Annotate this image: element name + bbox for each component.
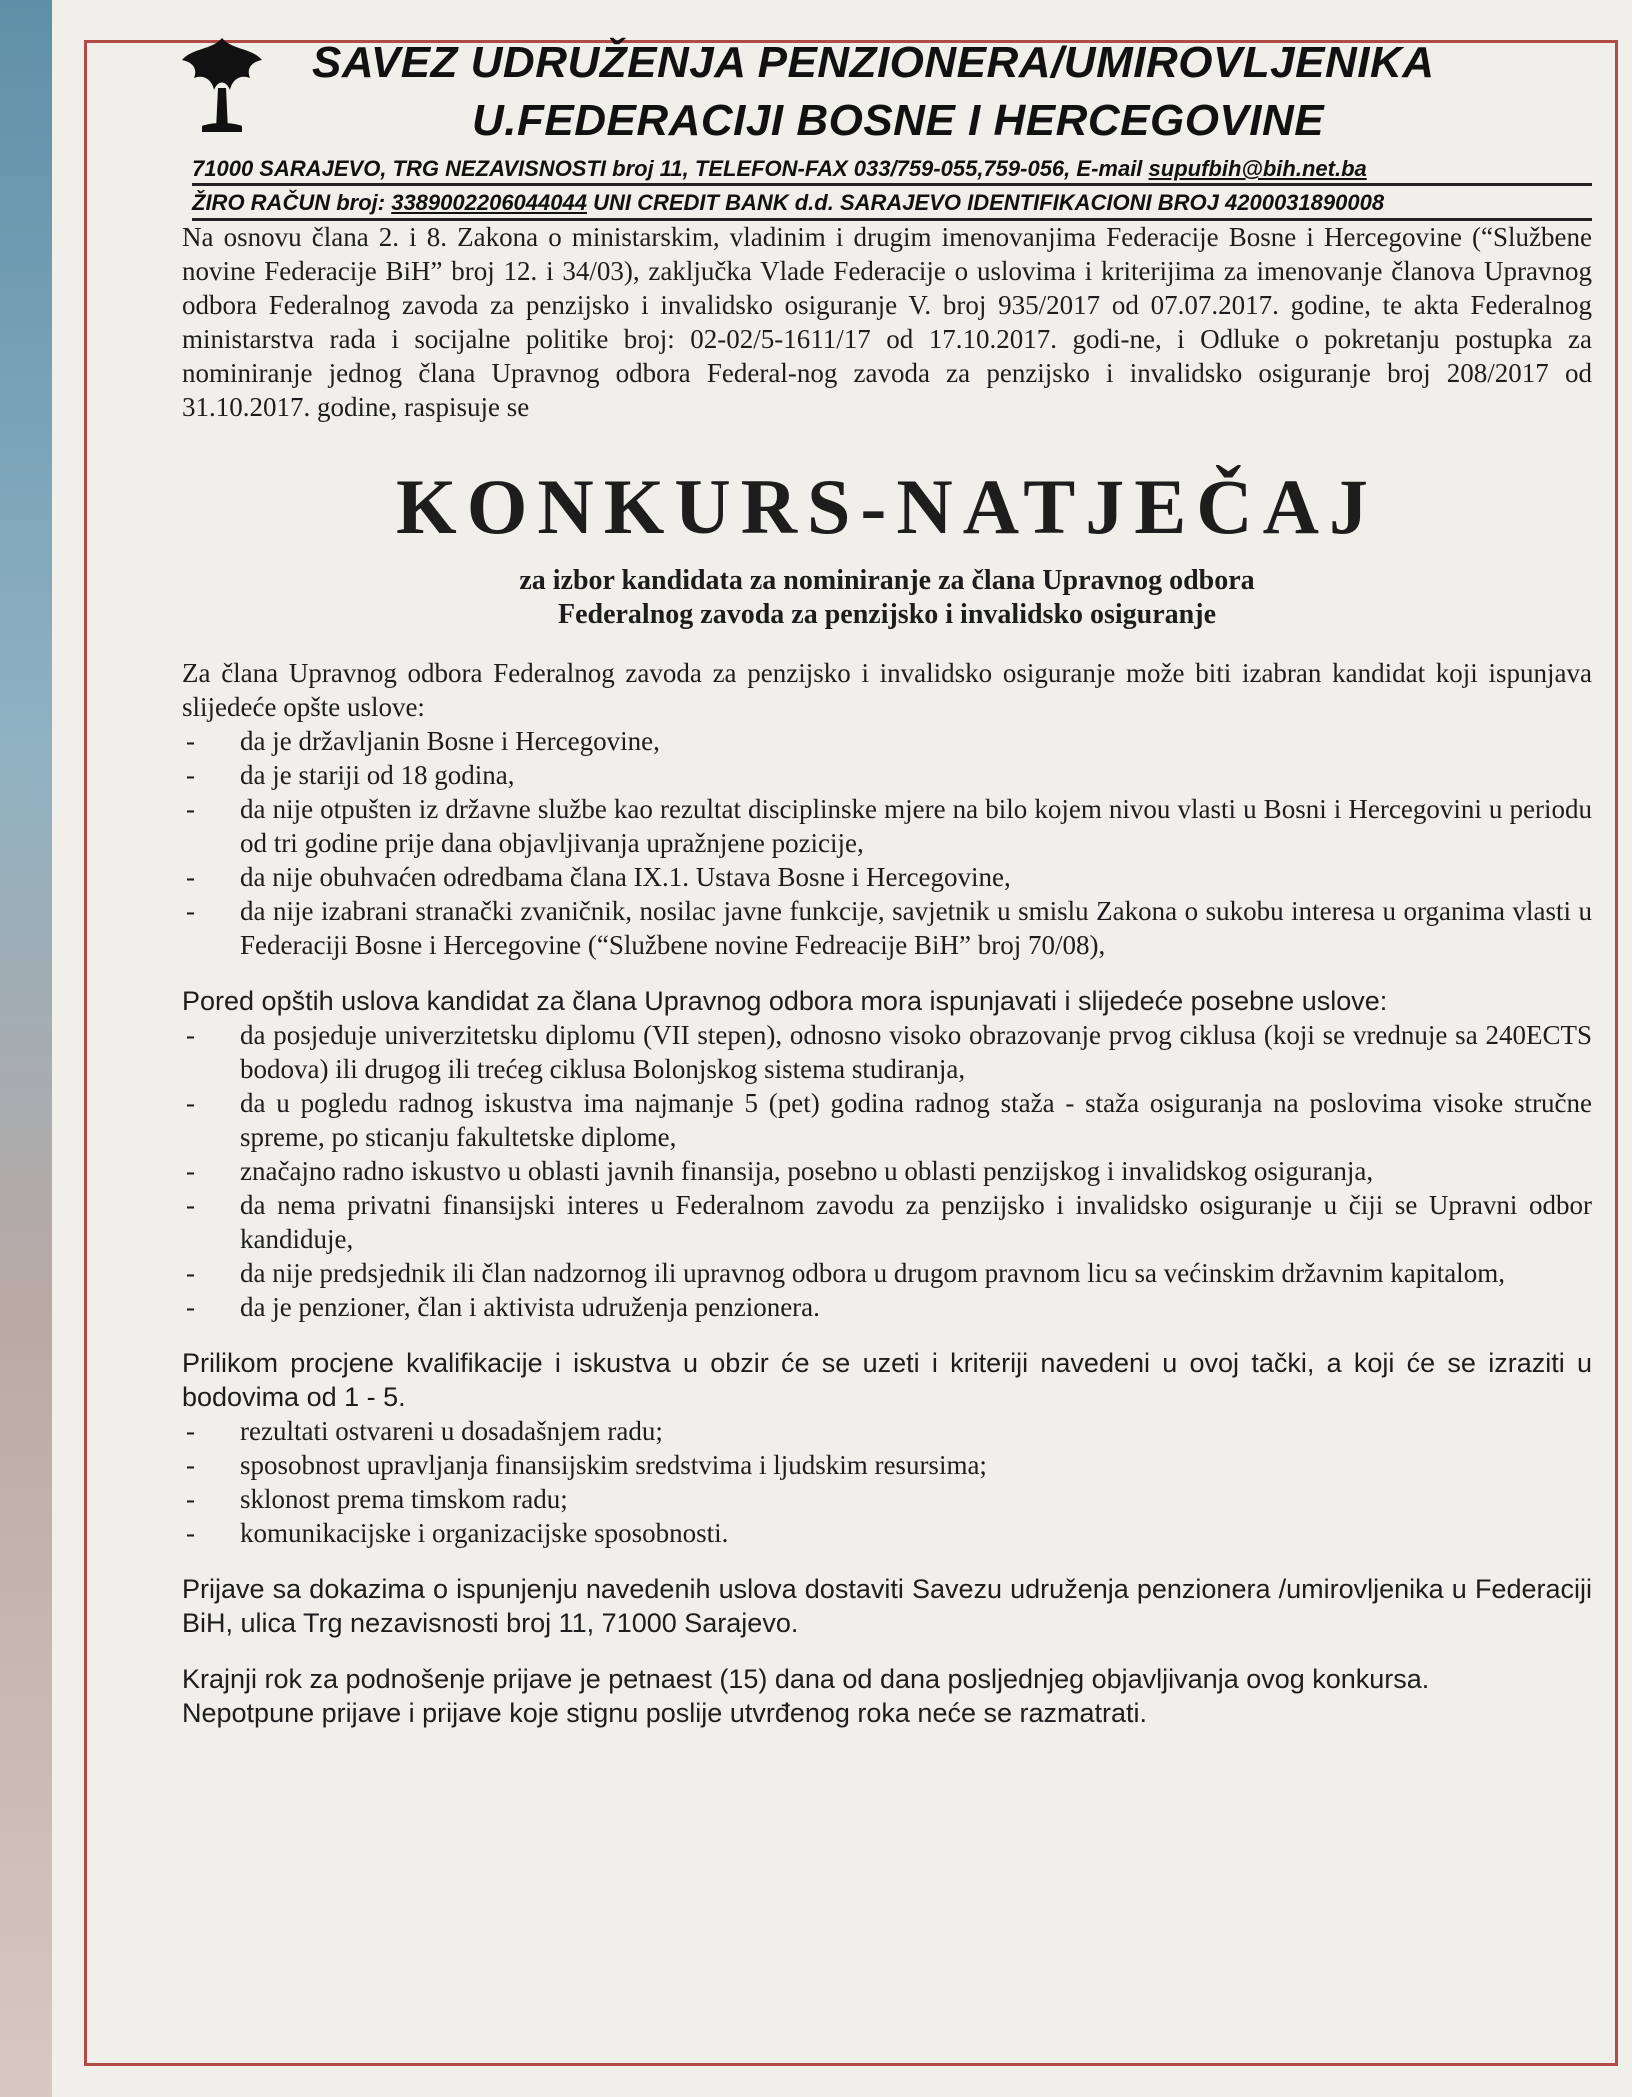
list-item: - da nije predsjednik ili član nadzornog ili upravnog odbora u drugom pravnom licu sa većinskim državnim kapitalom,	[182, 1256, 1592, 1290]
header-divider-1	[192, 183, 1592, 186]
list-item: - sposobnost upravljanja finansijskim sredstvima i ljudskim resursima;	[182, 1448, 1592, 1482]
organization-address	[192, 156, 1367, 182]
list-item: - da nije otpušten iz državne službe kao rezultat disciplinske mjere na bilo kojem nivou vlasti u Bosni i Hercegovini u periodu od tri godine prije dana objavljivanja upražnjene pozicije,	[182, 792, 1592, 860]
bank-info	[192, 190, 1384, 216]
list-item: - značajno radno iskustvo u oblasti javnih finansija, posebno u oblasti penzijskog i invalidskog osiguranja,	[182, 1154, 1592, 1188]
bank-suffix: UNI CREDIT BANK d.d. SARAJEVO IDENTIFIKACIONI BROJ 4200031890008	[586, 190, 1385, 215]
deadline-paragraph: Krajnji rok za podnošenje prijave je petnaest (15) dana od dana posljednjeg objavljivanja ovog konkursa.	[182, 1664, 1430, 1694]
announcement-title: KONKURS-NATJEČAJ	[396, 463, 1378, 550]
announcement-subtitle	[182, 564, 1592, 632]
list-item: - da nije izabrani stranački zvaničnik, nosilac javne funkcije, savjetnik u smislu Zakona o sukobu interesa u organima vlasti u Federaciji Bosne i Hercegovine (“Službene novine Fedreacije BiH” broj 70/08),	[182, 894, 1592, 962]
page-edge-background	[0, 0, 52, 2097]
newspaper-page	[52, 0, 1632, 2097]
list-item: - rezultati ostvareni u dosadašnjem radu;	[182, 1414, 1592, 1448]
announcement-body	[182, 220, 1592, 1730]
list-item: - da nema privatni finansijski interes u Federalnom zavodu za penzijsko i invalidsko osiguranje u čiji se Upravni odbor kandiduje,	[182, 1188, 1592, 1256]
letterhead	[172, 18, 1602, 248]
criteria-lead: Prilikom procjene kvalifikacije i iskustva u obzir će se uzeti i kriteriji navedeni u ovoj tački, a koji će se izraziti u bodovima od 1 - 5.	[182, 1348, 1592, 1412]
list-item: - da je stariji od 18 godina,	[182, 758, 1592, 792]
list-item: - komunikacijske i organizacijske sposobnosti.	[182, 1516, 1592, 1550]
tree-logo-icon	[172, 30, 272, 140]
intro-paragraph: Na osnovu člana 2. i 8. Zakona o ministarskim, vladinim i drugim imenovanjima Federacije Bosne i Hercegovine (“Službene novine Federacije BiH” broj 12. i 34/03), zaključka Vlade Federacije o uslovima i kriterijima za imenovanje članova Upravnog odbora Federalnog zavoda za penzijsko i invalidsko osiguranje V. broj 935/2017 od 07.07.2017. godine, te akta Federalnog ministarstva rada i socijalne politike broj: 02-02/5-1611/17 od 17.10.2017. godi-ne, i Odluke o pokretanju postupka za nominiranje jednog člana Upravnog odbora Federal-nog zavoda za penzijsko i invalidsko osiguranje broj 208/2017 od 31.10.2017. godine, raspisuje se	[182, 222, 1592, 422]
organization-name-line2: U.FEDERACIJI BOSNE I HERCEGOVINE	[472, 96, 1325, 145]
list-item: - da je penzioner, član i aktivista udruženja penzionera.	[182, 1290, 1592, 1324]
list-item: - da u pogledu radnog iskustva ima najmanje 5 (pet) godina radnog staža - staža osiguranja na poslovima visoke stručne spreme, po sticanju fakultetske diplome,	[182, 1086, 1592, 1154]
criteria-list	[182, 1414, 1592, 1550]
applications-paragraph: Prijave sa dokazima o ispunjenju navedenih uslova dostaviti Savezu udruženja penzionera /umirovljenika u Federaciji BiH, ulica Trg nezavisnosti broj 11, 71000 Sarajevo.	[182, 1574, 1592, 1638]
organization-name-line1: SAVEZ UDRUŽENJA PENZIONERA/UMIROVLJENIKA	[312, 38, 1435, 87]
address-text: 71000 SARAJEVO, TRG NEZAVISNOSTI broj 11, TELEFON-FAX 033/759-055,759-056, E-mail	[192, 156, 1149, 181]
list-item: - da posjeduje univerzitetsku diplomu (VII stepen), odnosno visoko obrazovanje prvog ciklusa (koji se vrednuje sa 240ECTS bodova) ili drugog ili trećeg ciklusa Bolonjskog sistema studiranja,	[182, 1018, 1592, 1086]
list-item: - da nije obuhvaćen odredbama člana IX.1. Ustava Bosne i Hercegovine,	[182, 860, 1592, 894]
list-item: - da je državljanin Bosne i Hercegovine,	[182, 724, 1592, 758]
incomplete-applications-note: Nepotpune prijave i prijave koje stignu poslije utvrđenog roka neće se razmatrati.	[182, 1698, 1148, 1728]
list-item: - sklonost prema timskom radu;	[182, 1482, 1592, 1516]
email-link[interactable]: supufbih@bih.net.ba	[1148, 156, 1367, 181]
subtitle-line2: Federalnog zavoda za penzijsko i invalidsko osiguranje	[557, 599, 1217, 630]
special-conditions-list	[182, 1018, 1592, 1324]
subtitle-line1: za izbor kandidata za nominiranje za člana Upravnog odbora	[519, 565, 1255, 596]
bank-prefix: ŽIRO RAČUN broj:	[192, 190, 392, 215]
general-conditions-list	[182, 724, 1592, 962]
general-conditions-lead: Za člana Upravnog odbora Federalnog zavoda za penzijsko i invalidsko osiguranje može biti izabran kandidat koji ispunjava slijedeće opšte uslove:	[182, 658, 1592, 722]
special-conditions-lead: Pored opštih uslova kandidat za člana Upravnog odbora mora ispunjavati i slijedeće posebne uslove:	[182, 986, 1388, 1016]
bank-account: 3389002206044044	[391, 190, 587, 215]
